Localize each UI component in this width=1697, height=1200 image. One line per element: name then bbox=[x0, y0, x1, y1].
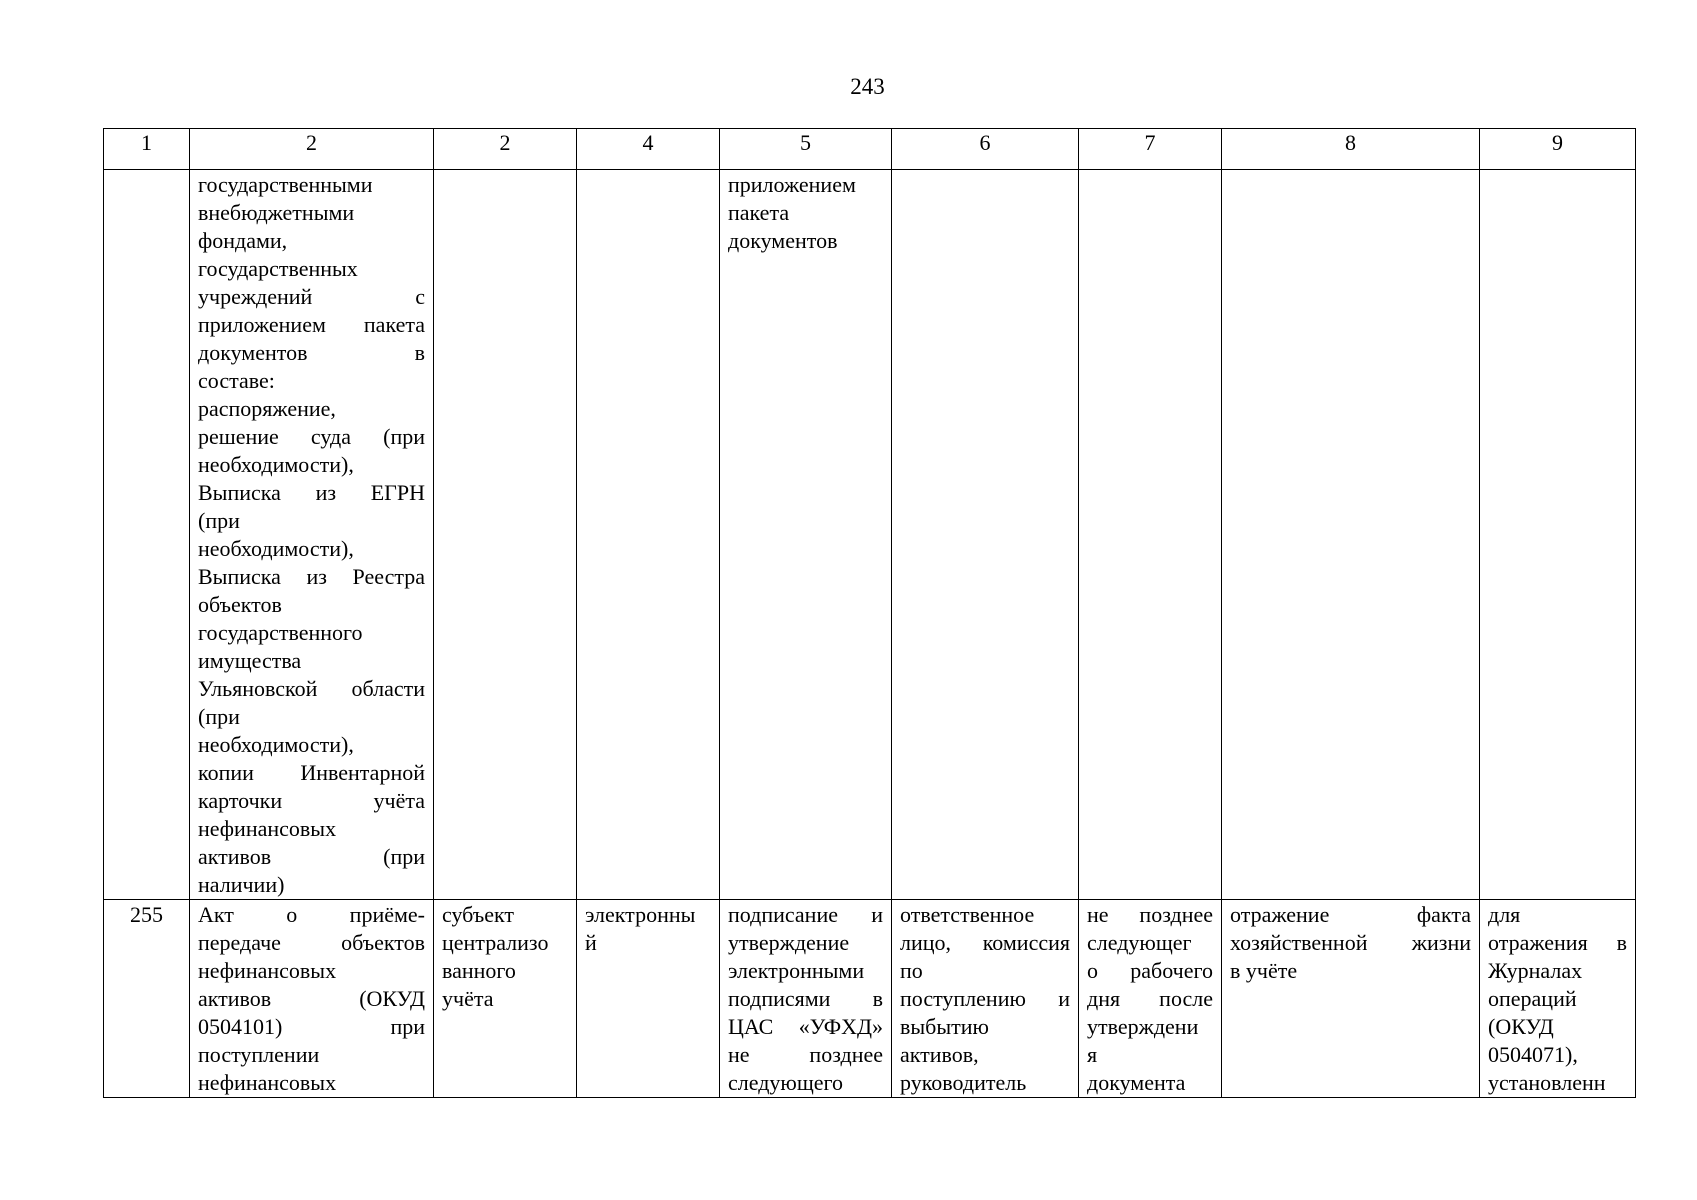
cell-text-line: внебюджетными bbox=[198, 200, 355, 225]
cell-col-7 bbox=[1079, 170, 1222, 900]
cell-text-line: электронными bbox=[728, 958, 865, 983]
cell-text-line: утверждени bbox=[1087, 1014, 1199, 1039]
page-number: 243 bbox=[850, 74, 885, 99]
cell-col-3 bbox=[434, 900, 577, 1098]
cell-text-line: следующег bbox=[1087, 930, 1192, 955]
cell-text-line: наличии) bbox=[198, 872, 285, 897]
cell-col-8 bbox=[1222, 170, 1480, 900]
cell-text-line: Выписка из ЕГРН bbox=[198, 480, 425, 505]
cell-text-line: Журналах bbox=[1488, 958, 1583, 983]
cell-text-line: поступлении bbox=[198, 1042, 320, 1067]
cell-text-line: для bbox=[1488, 902, 1521, 927]
cell-text-line: необходимости), bbox=[198, 452, 354, 477]
header-col-9: 9 bbox=[1480, 129, 1636, 170]
cell-col-6 bbox=[892, 170, 1079, 900]
cell-text-line: лицо, комиссия bbox=[900, 930, 1070, 955]
cell-text-line: имущества bbox=[198, 648, 302, 673]
cell-text-line: не позднее bbox=[728, 1042, 883, 1067]
header-col-4: 4 bbox=[577, 129, 720, 170]
cell-text-line: операций bbox=[1488, 986, 1577, 1011]
cell-text-line: пакета bbox=[728, 200, 790, 225]
cell-text-line: поступлению и bbox=[900, 986, 1070, 1011]
cell-text-line: установленн bbox=[1488, 1070, 1606, 1095]
cell-col-9 bbox=[1480, 900, 1636, 1098]
cell-text-line: Акт о приёме- bbox=[198, 902, 425, 927]
cell-text-line: отражения в bbox=[1488, 930, 1627, 955]
cell-text-line: в учёте bbox=[1230, 958, 1298, 983]
header-col-1: 1 bbox=[104, 129, 190, 170]
cell-col-5 bbox=[720, 170, 892, 900]
document-table bbox=[103, 128, 1636, 1098]
header-col-3: 2 bbox=[434, 129, 577, 170]
cell-text-line: ванного bbox=[442, 958, 516, 983]
cell-text-line: учёта bbox=[442, 986, 494, 1011]
cell-text-line: фондами, bbox=[198, 228, 288, 253]
header-row bbox=[104, 129, 1636, 170]
cell-text-line: (при bbox=[198, 704, 240, 729]
cell-col-6 bbox=[892, 900, 1079, 1098]
cell-text-line: активов (при bbox=[198, 844, 425, 869]
cell-text-line: руководитель bbox=[900, 1070, 1027, 1095]
cell-row-number bbox=[104, 170, 190, 900]
cell-text-line: приложением bbox=[728, 172, 856, 197]
cell-col-5 bbox=[720, 900, 892, 1098]
cell-text-line: необходимости), bbox=[198, 536, 354, 561]
cell-text-line: нефинансовых bbox=[198, 958, 337, 983]
cell-text-line: документа bbox=[1087, 1070, 1186, 1095]
cell-text-line: утверждение bbox=[728, 930, 850, 955]
table-row-255 bbox=[104, 900, 1636, 1098]
cell-text-line: государственных bbox=[198, 256, 358, 281]
cell-text-line: электронны bbox=[585, 902, 696, 927]
cell-col-4 bbox=[577, 900, 720, 1098]
cell-text-line: й bbox=[585, 930, 597, 955]
cell-text-line: активов (ОКУД bbox=[198, 986, 425, 1011]
cell-text-line: (ОКУД bbox=[1488, 1014, 1554, 1039]
cell-row-number: 255 bbox=[104, 900, 190, 1098]
cell-text-line: о рабочего bbox=[1087, 958, 1213, 983]
cell-text-line: Ульяновской области bbox=[198, 676, 425, 701]
cell-col-4 bbox=[577, 170, 720, 900]
cell-text-line: распоряжение, bbox=[198, 396, 336, 421]
cell-text-line: следующего bbox=[728, 1070, 844, 1095]
cell-col-9 bbox=[1480, 170, 1636, 900]
cell-text-line: учреждений с bbox=[198, 284, 425, 309]
cell-text-line: документов в bbox=[198, 340, 425, 365]
cell-text-line: я bbox=[1087, 1042, 1098, 1067]
cell-text-line: государственного bbox=[198, 620, 363, 645]
cell-text-line: 0504101) при bbox=[198, 1014, 425, 1039]
cell-col-7 bbox=[1079, 900, 1222, 1098]
cell-text-line: выбытию bbox=[900, 1014, 989, 1039]
header-col-2: 2 bbox=[190, 129, 434, 170]
cell-text-line: Выписка из Реестра bbox=[198, 564, 425, 589]
cell-text-line: необходимости), bbox=[198, 732, 354, 757]
cell-document-name bbox=[190, 900, 434, 1098]
table-row-continuation bbox=[104, 170, 1636, 900]
cell-text-line: объектов bbox=[198, 592, 282, 617]
cell-text-line: составе: bbox=[198, 368, 275, 393]
cell-text-line: карточки учёта bbox=[198, 788, 425, 813]
cell-text-line: дня после bbox=[1087, 986, 1213, 1011]
cell-text-line: нефинансовых bbox=[198, 1070, 337, 1095]
cell-text-line: решение суда (при bbox=[198, 424, 425, 449]
cell-text-line: приложением пакета bbox=[198, 312, 425, 337]
header-col-5: 5 bbox=[720, 129, 892, 170]
cell-text-line: копии Инвентарной bbox=[198, 760, 425, 785]
cell-text-line: подписями в bbox=[728, 986, 883, 1011]
cell-document-name bbox=[190, 170, 434, 900]
cell-text-line: субъект bbox=[442, 902, 514, 927]
cell-text-line: активов, bbox=[900, 1042, 979, 1067]
cell-text-line: документов bbox=[728, 228, 838, 253]
cell-text-line: государственными bbox=[198, 172, 373, 197]
cell-text-line: передаче объектов bbox=[198, 930, 425, 955]
cell-text-line: нефинансовых bbox=[198, 816, 337, 841]
cell-text-line: хозяйственной жизни bbox=[1230, 930, 1471, 955]
header-col-6: 6 bbox=[892, 129, 1079, 170]
header-col-8: 8 bbox=[1222, 129, 1480, 170]
cell-text-line: ответственное bbox=[900, 902, 1035, 927]
cell-col-8 bbox=[1222, 900, 1480, 1098]
cell-text-line: 0504071), bbox=[1488, 1042, 1578, 1067]
header-col-7: 7 bbox=[1079, 129, 1222, 170]
cell-text-line: подписание и bbox=[728, 902, 883, 927]
cell-text-line: (при bbox=[198, 508, 240, 533]
cell-text-line: ЦАС «УФХД» bbox=[728, 1014, 883, 1039]
cell-text-line: централизо bbox=[442, 930, 549, 955]
cell-text-line: не позднее bbox=[1087, 902, 1213, 927]
cell-text-line: отражение факта bbox=[1230, 902, 1471, 927]
cell-text-line: по bbox=[900, 958, 923, 983]
cell-col-3 bbox=[434, 170, 577, 900]
